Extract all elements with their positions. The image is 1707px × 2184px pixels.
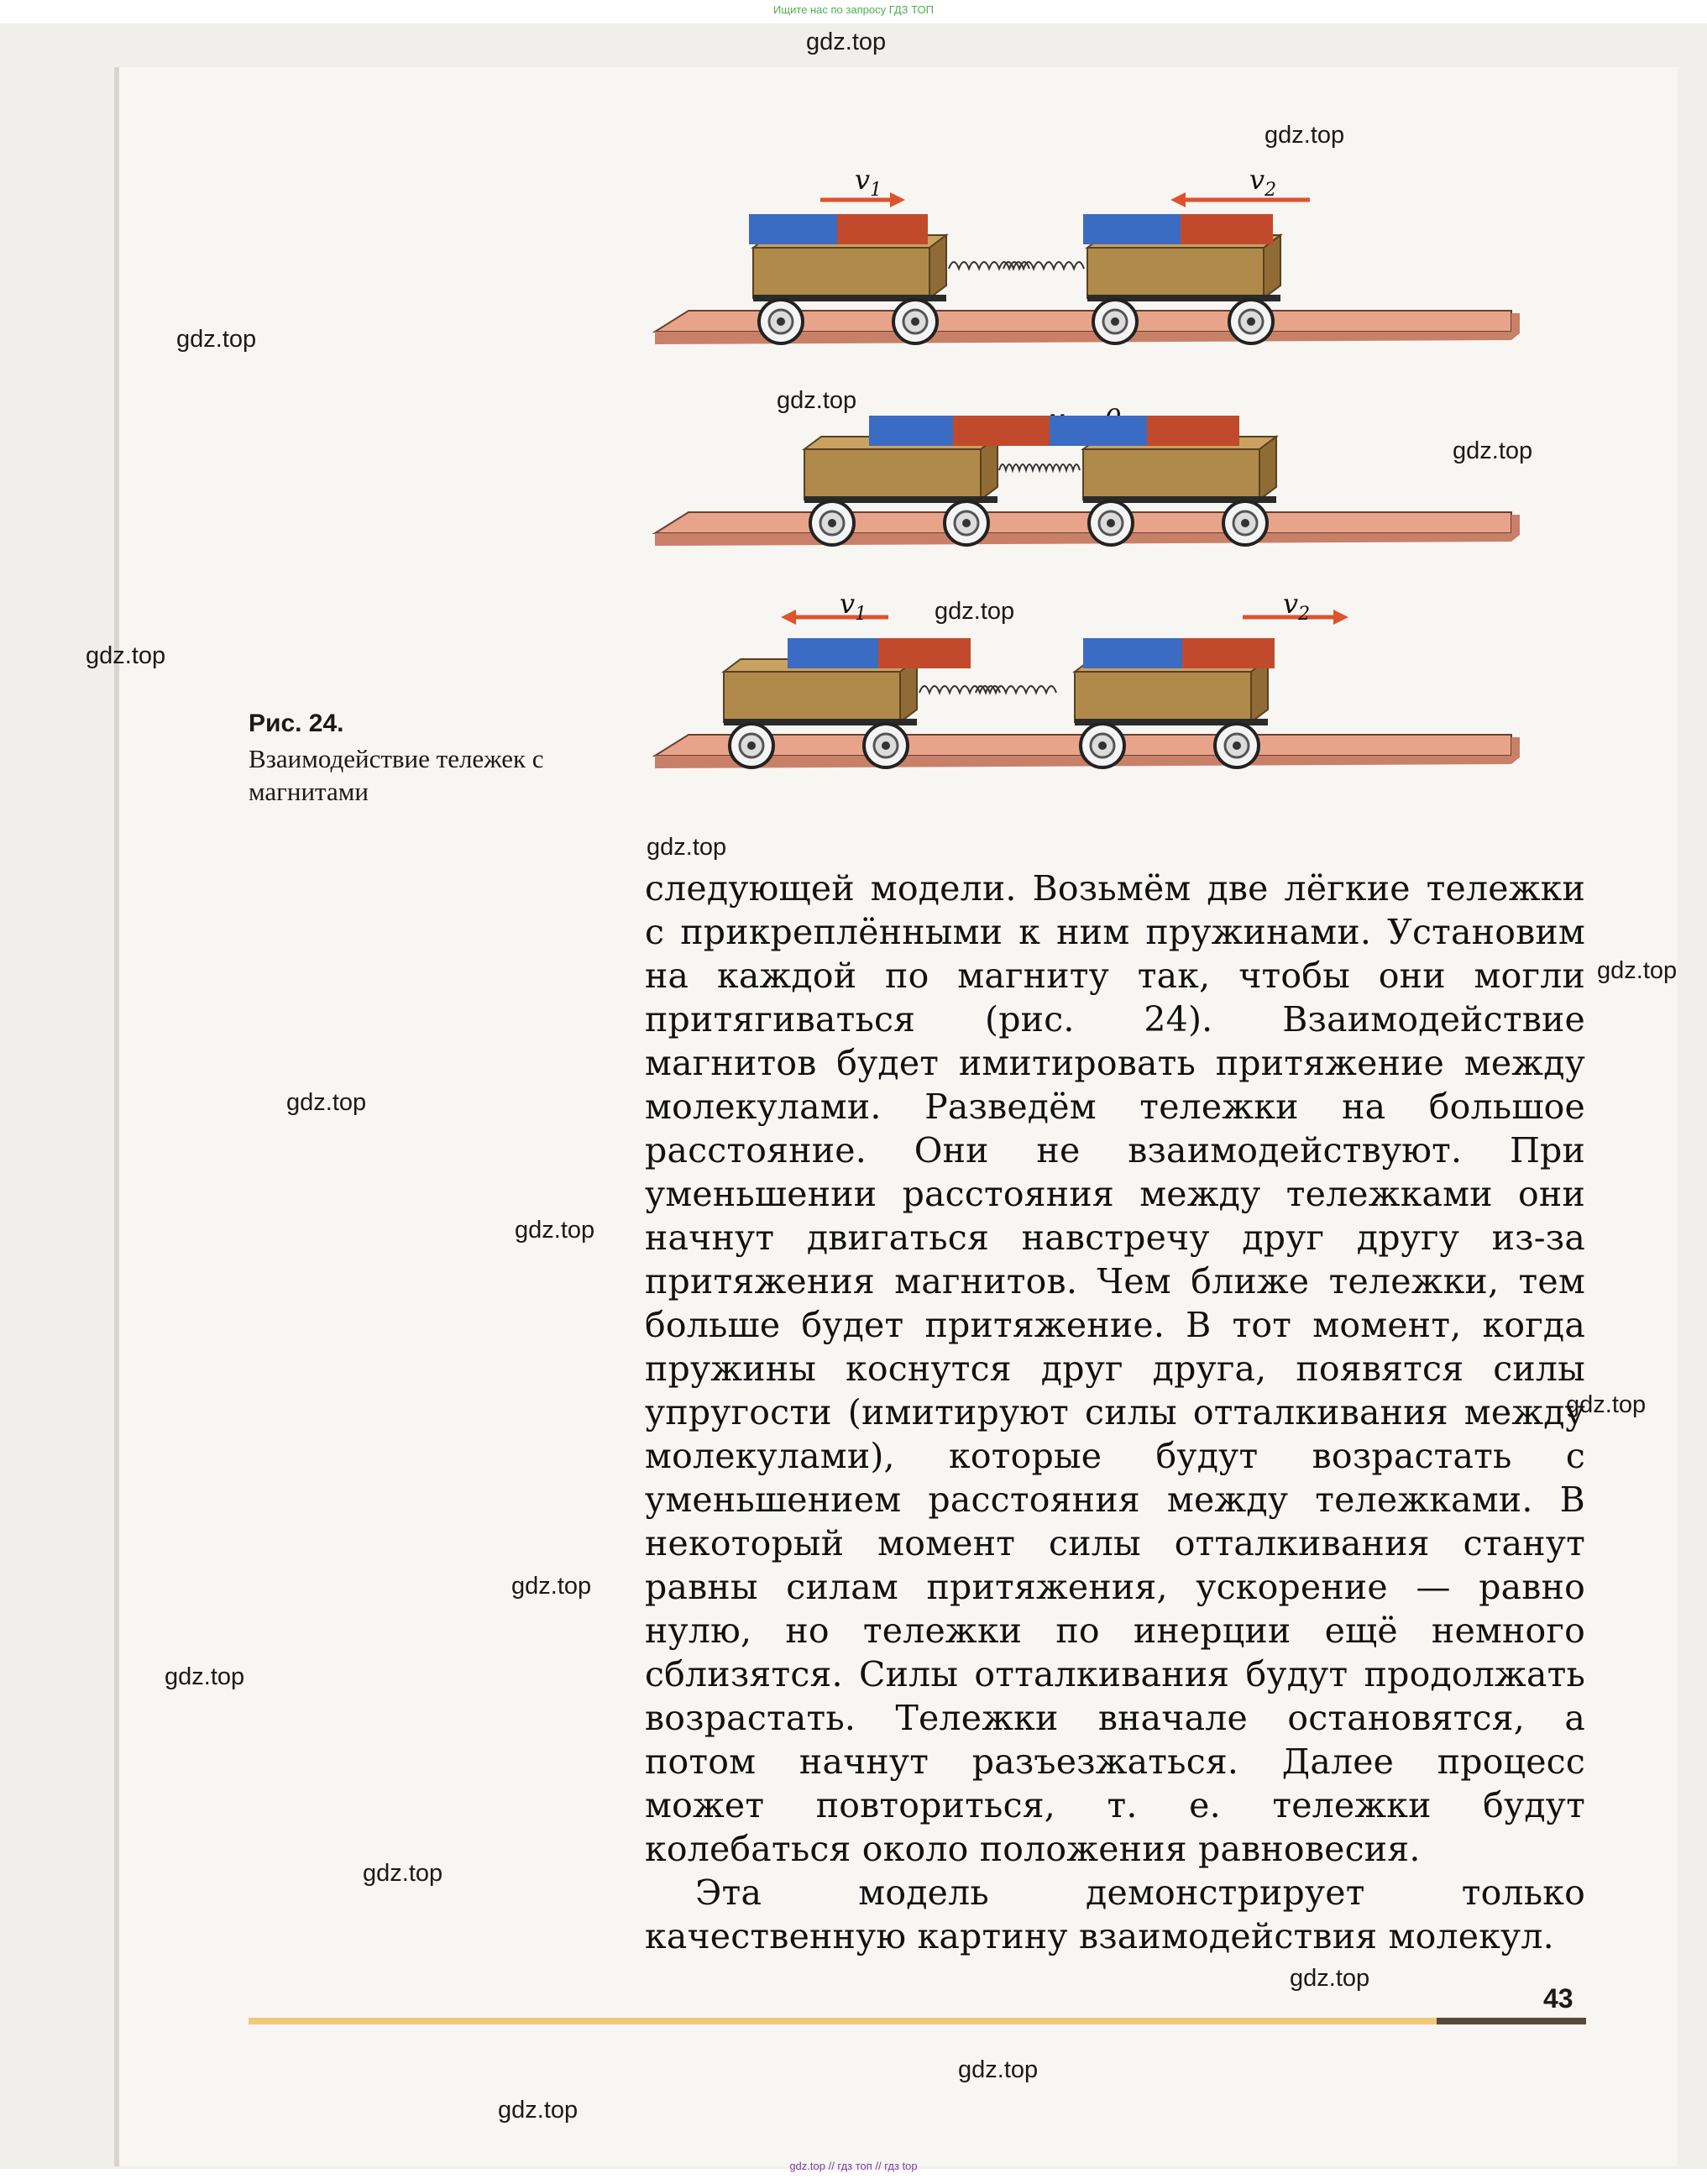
cart-right — [1087, 248, 1264, 298]
magnet-blue — [1083, 214, 1182, 244]
page-number: 43 — [1543, 1983, 1573, 2014]
cart-left — [804, 449, 981, 500]
watermark: gdz.top — [647, 834, 727, 861]
row-equilibrium — [655, 403, 1520, 546]
figure-caption-number: Рис. 24. — [249, 710, 344, 737]
watermark: gdz.top — [777, 387, 857, 414]
watermark: gdz.top — [363, 1860, 443, 1887]
row-separate — [655, 588, 1520, 768]
watermark: gdz.top — [1566, 1391, 1647, 1418]
watermark: gdz.top — [515, 1217, 595, 1244]
watermark: gdz.top — [498, 2097, 579, 2124]
watermark: gdz.top — [286, 1089, 367, 1116]
watermark: gdz.top — [1597, 957, 1678, 984]
watermark: gdz.top — [958, 2056, 1039, 2083]
board — [655, 512, 1511, 533]
paragraph: следующей модели. Возьмём две лёгкие тележки с прикреплёнными к ним пружинами. Установим на каждой по магниту так, чтобы они могли притягиваться (рис. 24). Взаимодействие магнитов будет имитировать притяжение между молекулами. Разведём тележки на большое расстояние. Они не взаимодействуют. При уменьшении расстояния между тележками они начнут двигаться навстречу друг другу из-за притяжения магнитов. Чем ближе тележки, тем больше будет притяжение. В тот момент, когда пружины коснутся друг друга, появятся силы упругости (имитируют силы отталкивания между молекулами), которые будут возрастать с уменьшением расстояния между тележками. В некоторый момент силы отталкивания станут равны силам притяжения, ускорение — равно нулю, но тележки по инерции ещё немного сблизятся. Силы отталкивания будут продолжать возрастать. Тележки вначале остановятся, а потом начнут разъезжаться. Далее процесс может повториться, т. е. тележки будут колебаться около положения равновесия. — [645, 868, 1585, 1869]
bottom-banner[interactable]: gdz.top // гдз топ // гдз top — [789, 2160, 918, 2172]
body-text — [645, 867, 1585, 1958]
watermark: gdz.top — [935, 598, 1015, 625]
wheel — [1229, 300, 1273, 343]
svg-text:v1: $v_1$ — [855, 164, 882, 201]
magnet-red — [1181, 214, 1273, 244]
figure-24 — [638, 164, 1520, 802]
watermark: gdz.top — [1290, 1965, 1370, 1992]
row-approach — [655, 164, 1520, 344]
watermark: gdz.top — [1453, 437, 1533, 464]
watermark: gdz.top — [165, 1663, 245, 1690]
cart-left — [753, 248, 929, 298]
watermark: gdz.top — [1265, 122, 1345, 149]
svg-text:v1: $v_1$ — [840, 588, 867, 625]
wheel — [759, 300, 803, 343]
watermark: gdz.top — [176, 326, 257, 353]
cart-left — [724, 672, 900, 722]
wheel — [893, 300, 937, 343]
page-spine — [114, 67, 119, 2166]
spring-right — [976, 686, 1056, 693]
cart-right — [1083, 449, 1259, 500]
svg-text:v2: $v_2$ — [1249, 164, 1277, 201]
watermark: gdz.top — [806, 29, 887, 55]
paragraph: Эта модель демонстрирует только качественную картину взаимодействия молекул. — [645, 1872, 1585, 1956]
figure-caption-text: Взаимодействие тележек с магнитами — [249, 744, 544, 806]
footer-rule — [249, 2018, 1437, 2024]
footer-rule-accent — [1437, 2018, 1586, 2024]
magnet-red — [835, 214, 928, 244]
cart-right — [1075, 672, 1251, 722]
watermark: gdz.top — [511, 1573, 592, 1600]
magnet-blue — [749, 214, 837, 244]
spring-right — [1003, 262, 1084, 269]
svg-text:v2: $v_2$ — [1283, 588, 1311, 625]
wheel — [1093, 300, 1137, 343]
spring-compressed — [999, 464, 1080, 470]
top-banner[interactable]: Ищите нас по запросу ГДЗ ТОП — [773, 3, 934, 16]
carts-illustration — [638, 164, 1520, 802]
watermark: gdz.top — [86, 642, 166, 669]
